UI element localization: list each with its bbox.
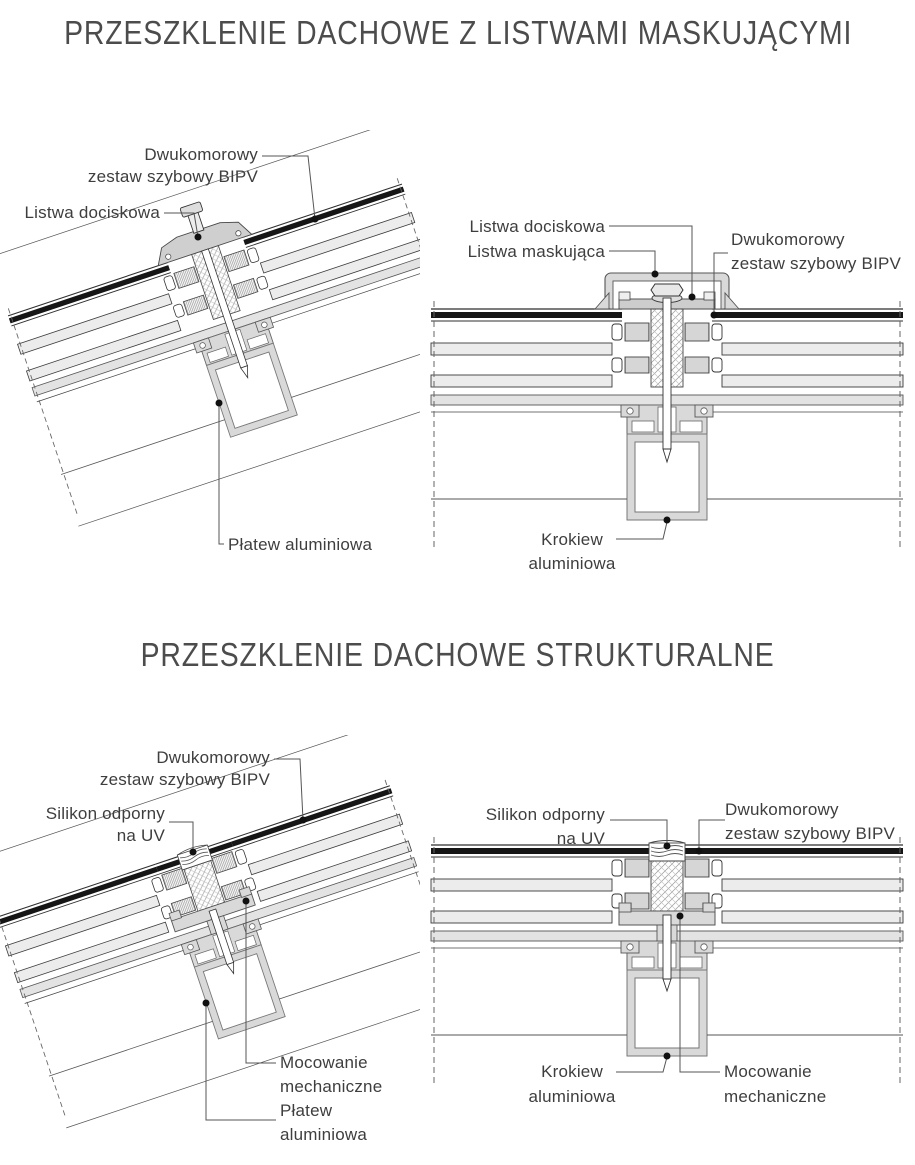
label-platew-aluminiowa: Płatew aluminiowa bbox=[228, 535, 373, 554]
horizontal-detail-geometry bbox=[431, 273, 903, 549]
label-mocowanie-line1: Mocowanie bbox=[280, 1053, 368, 1072]
leader-dot-bipv bbox=[300, 817, 307, 824]
label-krokiew-line2: aluminiowa bbox=[528, 1087, 616, 1106]
section2-title-text: PRZESZKLENIE DACHOWE STRUKTURALNE bbox=[140, 636, 775, 673]
label-silikon-line2: na UV bbox=[116, 826, 165, 845]
leader-dot-platew bbox=[203, 1000, 210, 1007]
leader-dot-krokiew bbox=[664, 517, 671, 524]
leader-krokiew bbox=[616, 1057, 667, 1072]
label-krokiew-line1: Krokiew bbox=[541, 530, 603, 549]
drawing-sloped-pressure-strip bbox=[0, 130, 420, 600]
label-krokiew-line2: aluminiowa bbox=[528, 554, 616, 573]
label-krokiew-line1: Krokiew bbox=[541, 1062, 603, 1081]
label-bipv-line1: Dwukomorowy bbox=[731, 230, 845, 249]
section1-title-text: PRZESZKLENIE DACHOWE Z LISTWAMI MASKUJĄCYMI bbox=[64, 14, 853, 51]
leader-dot-platew bbox=[216, 400, 223, 407]
label-silikon-line1: Silikon odporny bbox=[485, 805, 605, 824]
leader-bipv bbox=[274, 759, 303, 820]
leader-dot-bipv bbox=[711, 312, 718, 319]
label-silikon-line2: na UV bbox=[556, 829, 605, 848]
leader-dot-krokiew bbox=[664, 1053, 671, 1060]
leader-listwa-maskujaca bbox=[609, 251, 655, 274]
label-silikon-line1: Silikon odporny bbox=[45, 804, 165, 823]
leader-silikon bbox=[169, 822, 193, 851]
leader-dot-bipv bbox=[312, 216, 319, 223]
label-listwa-dociskowa: Listwa dociskowa bbox=[24, 203, 160, 222]
drawing-horizontal-structural bbox=[420, 790, 915, 1120]
horizontal-structural-geometry bbox=[431, 837, 903, 1085]
section2-title bbox=[0, 636, 915, 674]
sloped-detail-geometry bbox=[0, 130, 420, 526]
label-bipv-line1: Dwukomorowy bbox=[156, 748, 270, 767]
label-platew-line2: aluminiowa bbox=[280, 1125, 368, 1144]
label-bipv-line2: zestaw szybowy BIPV bbox=[731, 254, 902, 273]
leader-bipv bbox=[262, 156, 315, 219]
label-bipv-line2: zestaw szybowy BIPV bbox=[87, 167, 258, 186]
drawing-horizontal-cover-cap bbox=[420, 195, 915, 585]
leader-dot-silikon bbox=[664, 843, 671, 850]
leader-platew bbox=[219, 403, 224, 544]
leader-dot-mocowanie bbox=[243, 898, 250, 905]
label-bipv-line2: zestaw szybowy BIPV bbox=[725, 824, 896, 843]
leader-krokiew bbox=[616, 522, 667, 539]
label-bipv-line1: Dwukomorowy bbox=[725, 800, 839, 819]
label-mocowanie-line2: mechaniczne bbox=[280, 1077, 383, 1096]
leader-dot-silikon bbox=[190, 849, 197, 856]
section1-title bbox=[0, 14, 915, 52]
label-platew-line1: Płatew bbox=[280, 1101, 333, 1120]
leader-dot-listwa-dociskowa bbox=[689, 294, 696, 301]
leader-dot-bipv bbox=[696, 848, 703, 855]
label-mocowanie-line1: Mocowanie bbox=[724, 1062, 812, 1081]
leader-bipv bbox=[699, 820, 725, 851]
label-mocowanie-line2: mechaniczne bbox=[724, 1087, 827, 1106]
leader-dot-listwa-dociskowa bbox=[195, 234, 202, 241]
label-listwa-dociskowa: Listwa dociskowa bbox=[469, 217, 605, 236]
label-bipv-line2: zestaw szybowy BIPV bbox=[99, 770, 270, 789]
leader-dot-listwa-maskujaca bbox=[652, 271, 659, 278]
label-bipv-line1: Dwukomorowy bbox=[144, 145, 258, 164]
drawing-sloped-structural bbox=[0, 735, 420, 1165]
label-listwa-maskujaca: Listwa maskująca bbox=[467, 242, 605, 261]
leader-dot-mocowanie bbox=[677, 913, 684, 920]
